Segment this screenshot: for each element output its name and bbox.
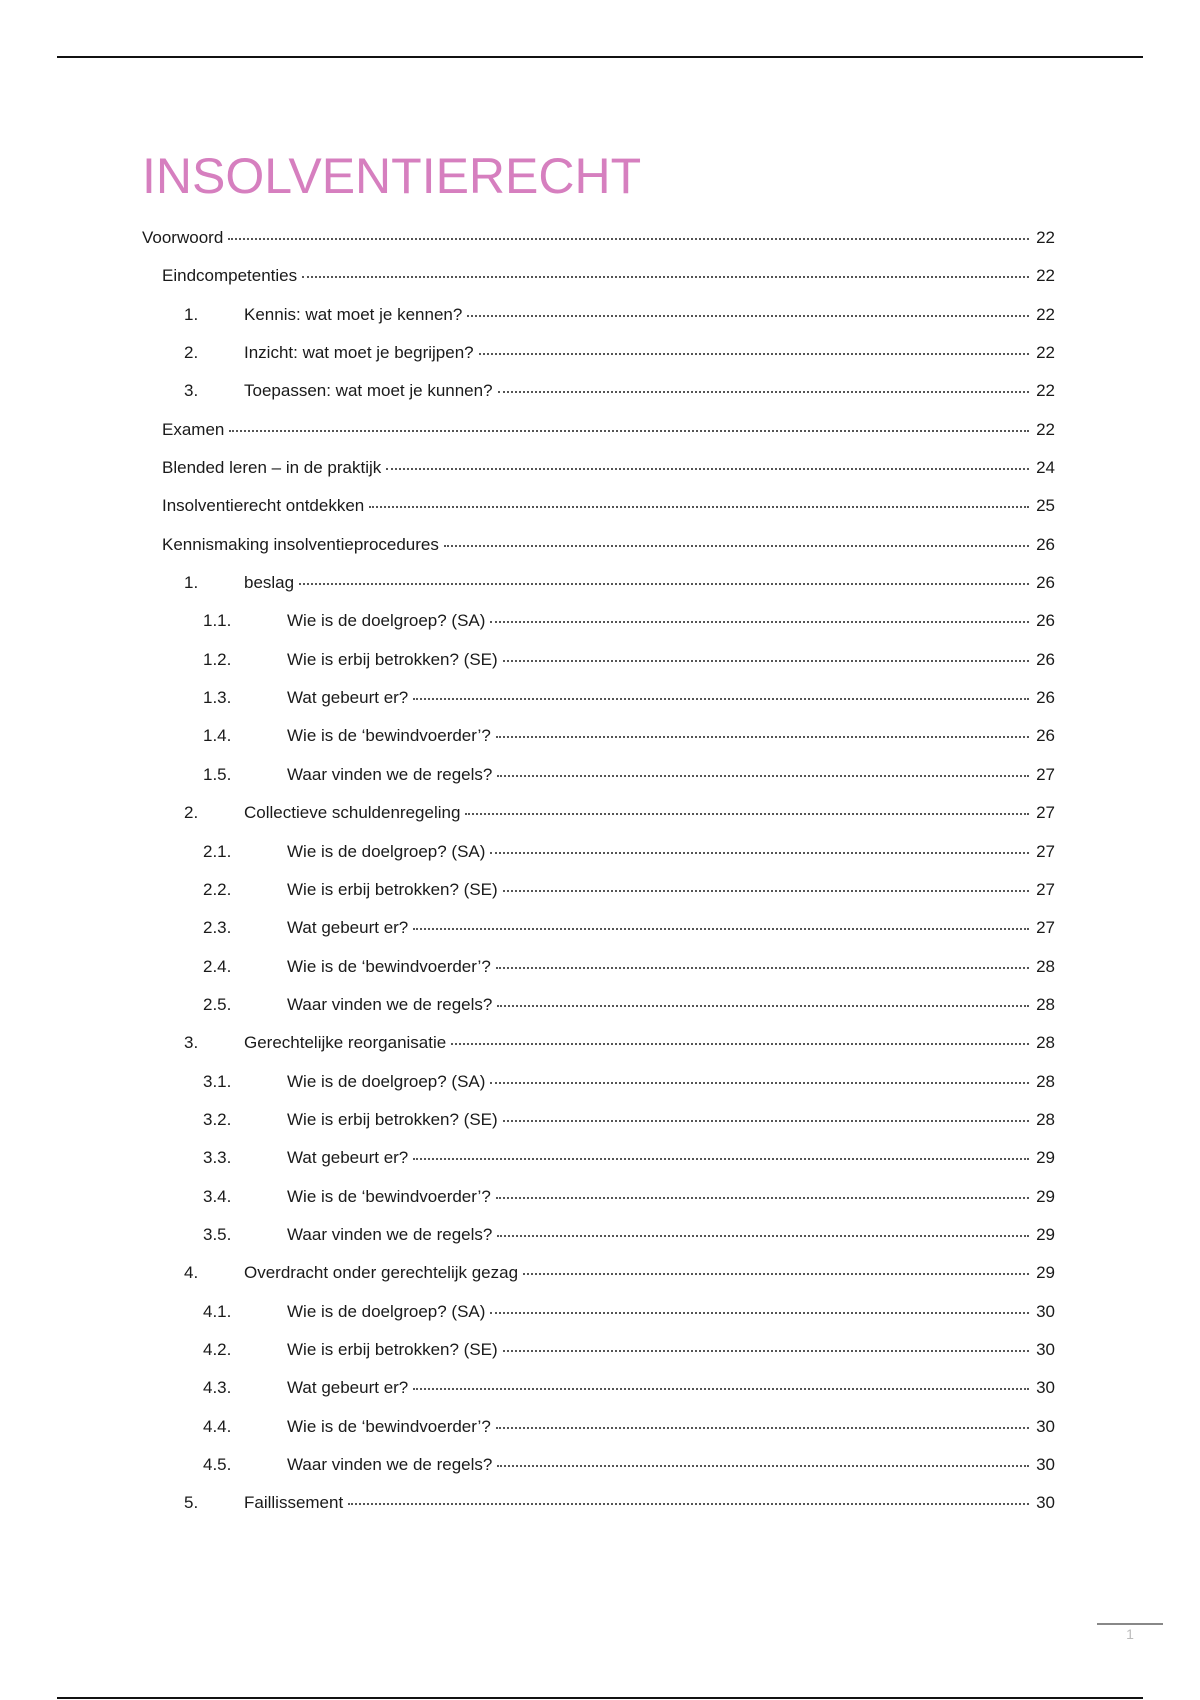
toc-entry-title: Wie is de doelgroep? (SA): [287, 841, 486, 861]
toc-entry[interactable]: [0, 372, 1200, 410]
toc-entry[interactable]: [0, 1484, 1200, 1522]
toc-entry-number: 3.3.: [203, 1148, 232, 1168]
toc-entry-page: 26: [1036, 611, 1055, 631]
toc-entry-number: 4.: [184, 1263, 199, 1283]
toc-entry-page: 26: [1036, 688, 1055, 708]
toc-dot-leader: [497, 1005, 1029, 1007]
toc-entry-page: 28: [1036, 994, 1055, 1014]
toc-entry-number: 2.1.: [203, 841, 232, 861]
toc-entry[interactable]: [0, 717, 1200, 755]
toc-entry-page: 26: [1036, 649, 1055, 669]
toc-entry[interactable]: [0, 564, 1200, 602]
toc-entry-title: Wie is de doelgroep? (SA): [287, 1301, 486, 1321]
toc-entry-page: 22: [1036, 266, 1055, 286]
toc-entry[interactable]: [0, 909, 1200, 947]
page-number-rule: [1097, 1623, 1163, 1625]
toc-entry-number: 5.: [184, 1493, 199, 1513]
toc-dot-leader: [413, 698, 1029, 700]
toc-entry-page: 27: [1036, 841, 1055, 861]
toc-dot-leader: [496, 967, 1029, 969]
toc-entry[interactable]: [0, 526, 1200, 564]
toc-dot-leader: [523, 1273, 1029, 1275]
toc-entry-page: 30: [1036, 1339, 1055, 1359]
toc-entry-title: Insolventierecht ontdekken: [162, 496, 365, 516]
toc-entry-number: 2.5.: [203, 994, 232, 1014]
toc-entry[interactable]: [0, 296, 1200, 334]
toc-entry-page: 28: [1036, 1071, 1055, 1091]
toc-dot-leader: [496, 1197, 1029, 1199]
toc-entry-title: Collectieve schuldenregeling: [244, 803, 461, 823]
toc-entry-title: Voorwoord: [142, 228, 224, 247]
toc-dot-leader: [490, 1082, 1029, 1084]
toc-entry-page: 30: [1036, 1493, 1055, 1513]
toc-entry-page: 27: [1036, 803, 1055, 823]
toc-entry[interactable]: [0, 641, 1200, 679]
toc-entry-title: Inzicht: wat moet je begrijpen?: [244, 343, 474, 363]
toc-entry-number: 4.1.: [203, 1301, 232, 1321]
toc-entry-number: 3.5.: [203, 1224, 232, 1244]
toc-entry-title: Wie is de ‘bewindvoerder’?: [287, 1186, 491, 1206]
toc-entry-title: Wie is erbij betrokken? (SE): [287, 1109, 498, 1129]
toc-entry-page: 24: [1036, 458, 1055, 478]
toc-entry-page: 22: [1036, 381, 1055, 401]
toc-entry-title: Gerechtelijke reorganisatie: [244, 1033, 447, 1053]
toc-entry-page: 26: [1036, 573, 1055, 593]
toc-entry-title: Wie is de doelgroep? (SA): [287, 1071, 486, 1091]
toc-entry-number: 1.3.: [203, 688, 232, 708]
toc-dot-leader: [467, 315, 1029, 317]
toc-entry-title: Overdracht onder gerechtelijk gezag: [244, 1263, 519, 1283]
toc-entry[interactable]: [0, 1408, 1200, 1446]
toc-entry-title: Kennis: wat moet je kennen?: [244, 304, 463, 324]
toc-entry-page: 25: [1036, 496, 1055, 516]
toc-entry-number: 2.: [184, 803, 199, 823]
table-of-contents: [0, 219, 1200, 1523]
toc-entry[interactable]: [0, 986, 1200, 1024]
toc-entry-title: Kennismaking insolventieprocedures: [162, 534, 439, 554]
toc-entry-number: 3.1.: [203, 1071, 232, 1091]
toc-entry-title: Wat gebeurt er?: [287, 1148, 409, 1168]
toc-entry-title: Wie is erbij betrokken? (SE): [287, 649, 498, 669]
toc-entry-number: 1.1.: [203, 611, 232, 631]
toc-entry[interactable]: [0, 411, 1200, 449]
toc-entry[interactable]: [0, 257, 1200, 295]
toc-dot-leader: [299, 583, 1029, 585]
page-number: 1: [1126, 1626, 1134, 1642]
toc-dot-leader: [490, 852, 1029, 854]
toc-dot-leader: [348, 1503, 1029, 1505]
toc-dot-leader: [479, 353, 1029, 355]
toc-dot-leader: [496, 736, 1029, 738]
toc-entry-page: 22: [1036, 343, 1055, 363]
toc-entry-title: Examen: [162, 419, 225, 439]
toc-entry-page: 30: [1036, 1301, 1055, 1321]
toc-entry[interactable]: [0, 1216, 1200, 1254]
toc-entry[interactable]: [0, 1446, 1200, 1484]
toc-entry-page: 29: [1036, 1148, 1055, 1168]
toc-dot-leader: [413, 928, 1029, 930]
toc-entry[interactable]: [0, 1178, 1200, 1216]
toc-dot-leader: [444, 545, 1029, 547]
toc-entry[interactable]: [0, 833, 1200, 871]
toc-entry-page: 26: [1036, 534, 1055, 554]
toc-entry-title: Wat gebeurt er?: [287, 1378, 409, 1398]
toc-entry-number: 1.: [184, 304, 199, 324]
toc-entry-page: 22: [1036, 228, 1055, 247]
toc-entry-number: 2.3.: [203, 918, 232, 938]
toc-dot-leader: [496, 1427, 1029, 1429]
toc-entry-title: Wie is de doelgroep? (SA): [287, 611, 486, 631]
toc-entry-page: 30: [1036, 1416, 1055, 1436]
toc-dot-leader: [413, 1158, 1029, 1160]
toc-dot-leader: [503, 1350, 1029, 1352]
toc-entry[interactable]: [0, 948, 1200, 986]
toc-entry[interactable]: [0, 449, 1200, 487]
toc-entry-title: Waar vinden we de regels?: [287, 1455, 493, 1474]
header-rule: [57, 56, 1143, 58]
toc-entry-page: 29: [1036, 1186, 1055, 1206]
toc-dot-leader: [228, 238, 1029, 240]
footer-rule: [57, 1697, 1143, 1699]
toc-entry[interactable]: [0, 334, 1200, 372]
toc-entry-title: Wie is de ‘bewindvoerder’?: [287, 1416, 491, 1436]
toc-dot-leader: [386, 468, 1029, 470]
toc-dot-leader: [490, 621, 1029, 623]
toc-entry-page: 28: [1036, 956, 1055, 976]
toc-dot-leader: [302, 276, 1029, 278]
toc-dot-leader: [451, 1043, 1029, 1045]
toc-dot-leader: [497, 1465, 1029, 1467]
toc-entry-title: beslag: [244, 573, 295, 593]
toc-entry-title: Wie is erbij betrokken? (SE): [287, 879, 498, 899]
toc-entry[interactable]: [0, 1293, 1200, 1331]
toc-entry-page: 22: [1036, 304, 1055, 324]
toc-dot-leader: [503, 1120, 1029, 1122]
toc-entry-page: 27: [1036, 918, 1055, 938]
toc-entry-number: 3.2.: [203, 1109, 232, 1129]
toc-entry-page: 28: [1036, 1033, 1055, 1053]
toc-entry-number: 4.4.: [203, 1416, 232, 1436]
toc-entry-title: Waar vinden we de regels?: [287, 764, 493, 784]
toc-dot-leader: [490, 1312, 1029, 1314]
toc-dot-leader: [503, 890, 1029, 892]
toc-entry-number: 1.5.: [203, 764, 232, 784]
toc-entry[interactable]: [0, 794, 1200, 832]
toc-entry-title: Wie is de ‘bewindvoerder’?: [287, 726, 491, 746]
toc-entry[interactable]: [0, 1369, 1200, 1407]
toc-entry-number: 2.2.: [203, 879, 232, 899]
toc-entry-page: 29: [1036, 1224, 1055, 1244]
toc-entry-number: 1.2.: [203, 649, 232, 669]
toc-dot-leader: [229, 430, 1029, 432]
toc-entry-page: 22: [1036, 419, 1055, 439]
toc-entry[interactable]: [0, 871, 1200, 909]
toc-entry-page: 30: [1036, 1378, 1055, 1398]
toc-entry[interactable]: [0, 1254, 1200, 1292]
toc-entry-page: 26: [1036, 726, 1055, 746]
toc-entry-title: Blended leren – in de praktijk: [162, 458, 382, 478]
toc-entry[interactable]: [0, 219, 1200, 257]
toc-dot-leader: [497, 1235, 1029, 1237]
toc-entry-title: Waar vinden we de regels?: [287, 994, 493, 1014]
toc-entry-number: 2.: [184, 343, 199, 363]
toc-entry-title: Waar vinden we de regels?: [287, 1224, 493, 1244]
toc-entry[interactable]: [0, 487, 1200, 525]
toc-entry-title: Eindcompetenties: [162, 266, 298, 286]
toc-entry[interactable]: [0, 756, 1200, 794]
toc-dot-leader: [369, 506, 1029, 508]
toc-entry[interactable]: [0, 1024, 1200, 1062]
toc-entry-title: Wie is erbij betrokken? (SE): [287, 1339, 498, 1359]
toc-entry[interactable]: [0, 1139, 1200, 1177]
toc-entry-page: 30: [1036, 1455, 1055, 1474]
toc-entry-page: 29: [1036, 1263, 1055, 1283]
toc-entry-number: 3.4.: [203, 1186, 232, 1206]
document-title: INSOLVENTIERECHT: [142, 148, 642, 204]
toc-entry-page: 27: [1036, 879, 1055, 899]
toc-dot-leader: [497, 775, 1029, 777]
toc-entry[interactable]: [0, 1331, 1200, 1369]
toc-entry[interactable]: [0, 679, 1200, 717]
toc-entry-title: Wat gebeurt er?: [287, 918, 409, 938]
toc-entry[interactable]: [0, 1063, 1200, 1101]
toc-entry-number: 3.: [184, 1033, 199, 1053]
toc-dot-leader: [503, 660, 1029, 662]
toc-entry[interactable]: [0, 602, 1200, 640]
toc-entry-number: 1.4.: [203, 726, 232, 746]
toc-entry-title: Wat gebeurt er?: [287, 688, 409, 708]
toc-entry-title: Toepassen: wat moet je kunnen?: [244, 381, 493, 401]
toc-entry-title: Wie is de ‘bewindvoerder’?: [287, 956, 491, 976]
toc-dot-leader: [498, 391, 1029, 393]
toc-entry-number: 3.: [184, 381, 199, 401]
toc-dot-leader: [465, 813, 1029, 815]
toc-entry-number: 2.4.: [203, 956, 232, 976]
toc-entry-page: 27: [1036, 764, 1055, 784]
toc-dot-leader: [413, 1388, 1029, 1390]
toc-entry-number: 4.2.: [203, 1339, 232, 1359]
toc-entry-title: Faillissement: [244, 1493, 344, 1513]
toc-entry-number: 4.3.: [203, 1378, 232, 1398]
toc-entry[interactable]: [0, 1101, 1200, 1139]
toc-entry-number: 4.5.: [203, 1455, 232, 1474]
toc-entry-page: 28: [1036, 1109, 1055, 1129]
toc-entry-number: 1.: [184, 573, 199, 593]
